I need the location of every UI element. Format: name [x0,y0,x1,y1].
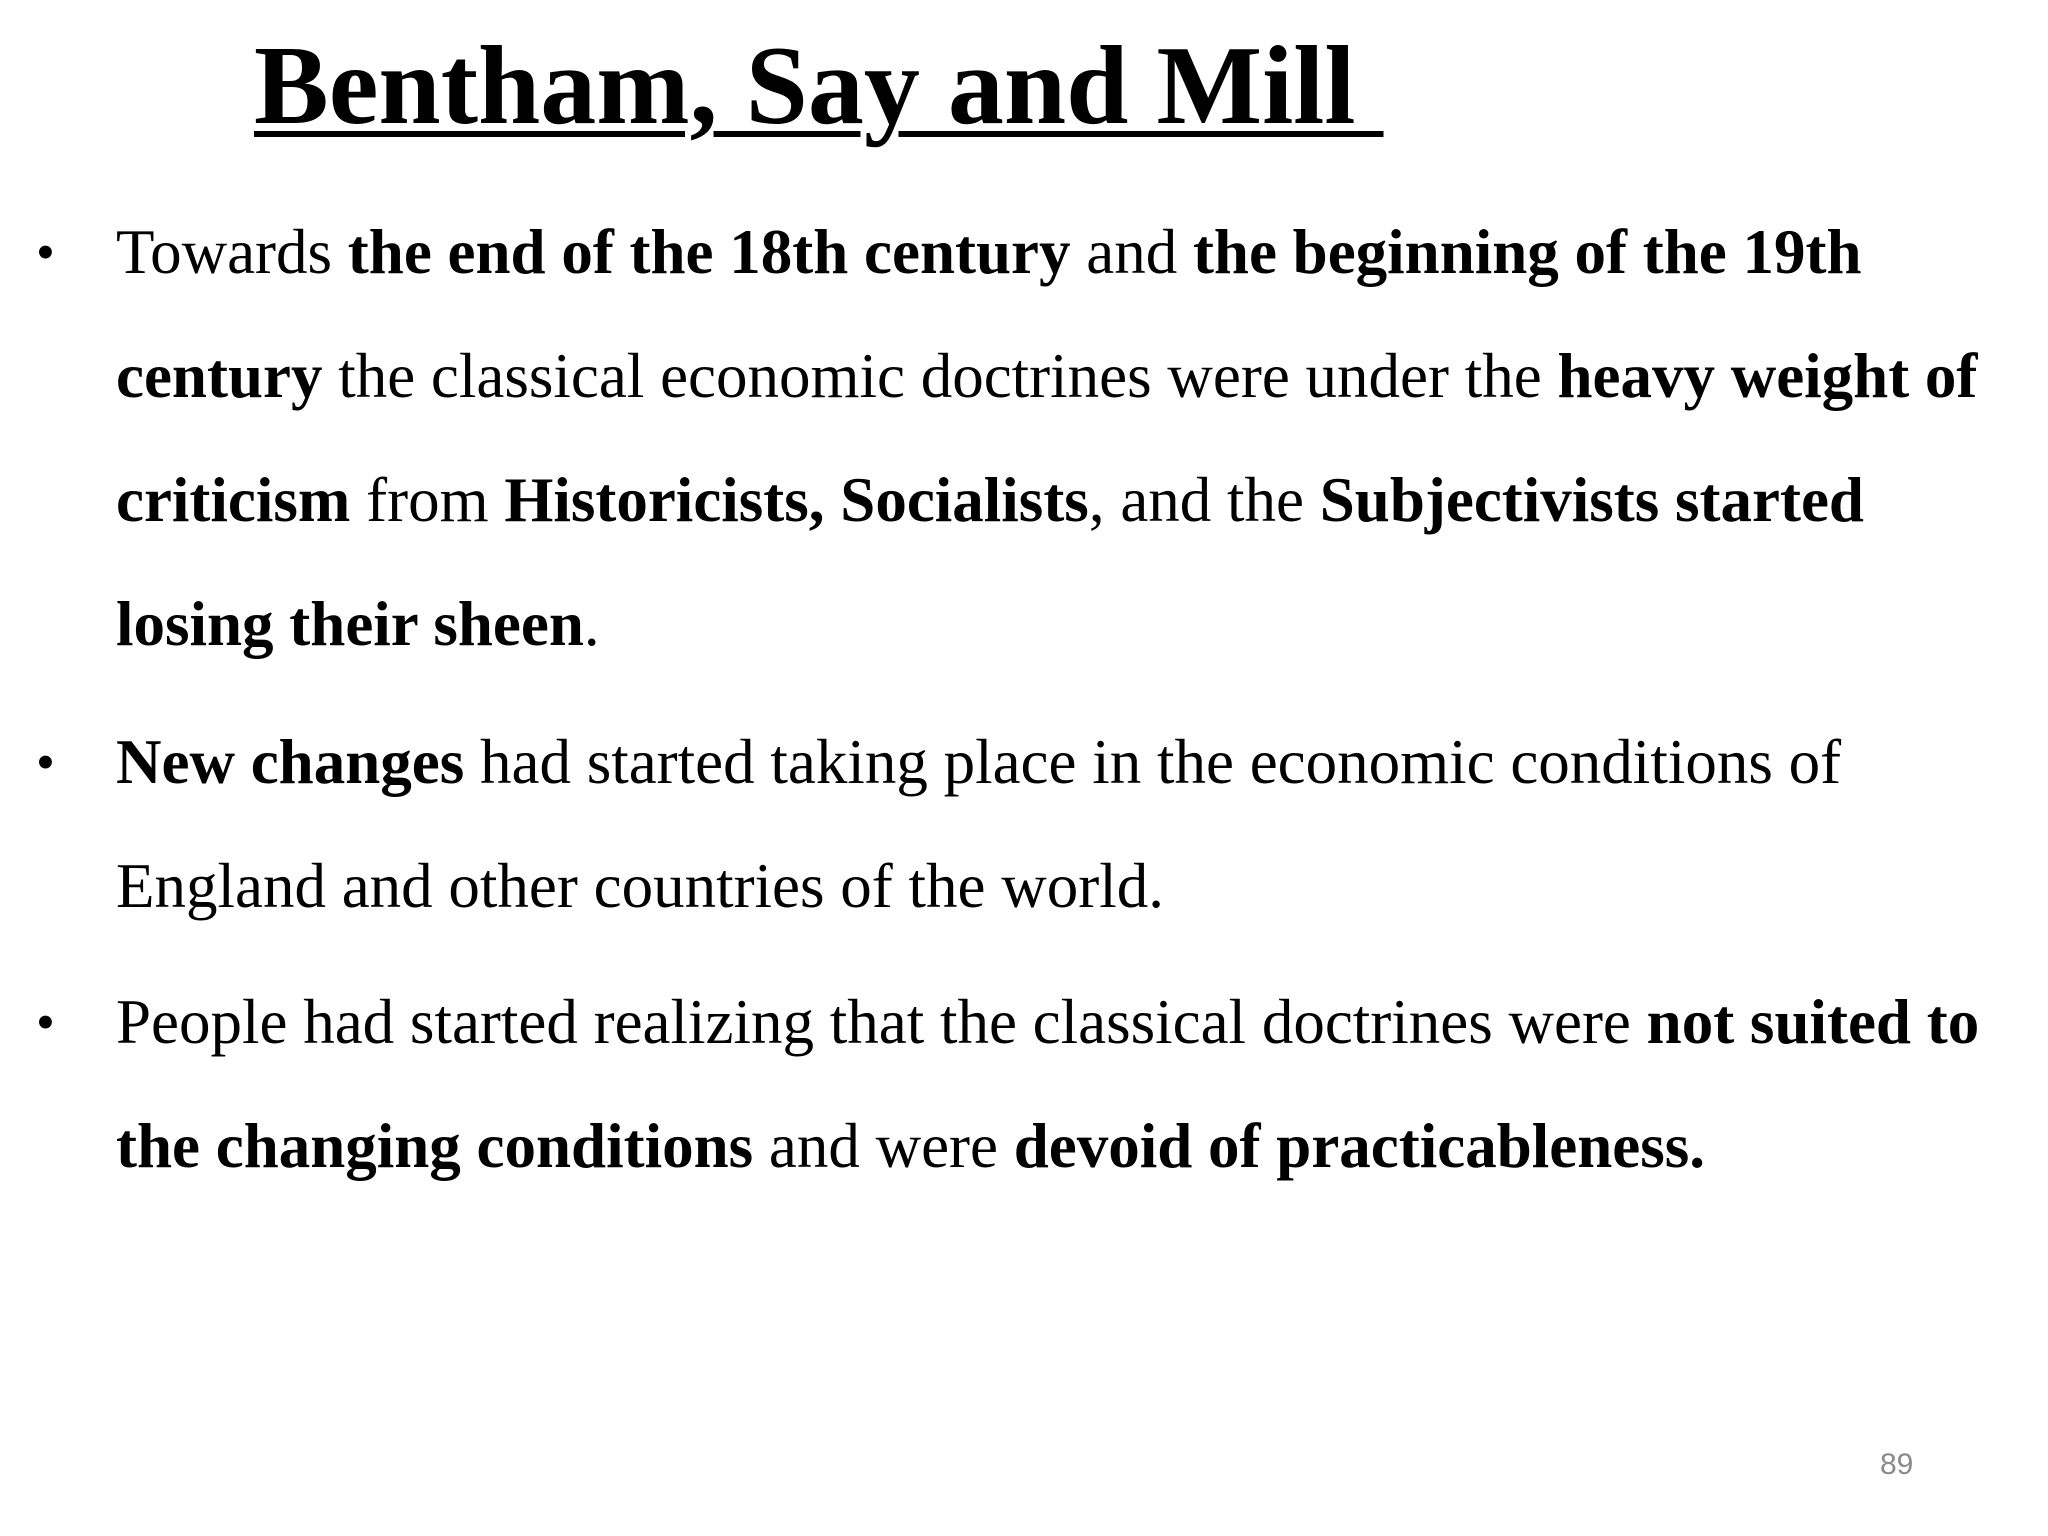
bullet-marker-icon: • [36,222,55,282]
bullet-text [116,987,1979,1181]
bullet-item [36,960,2036,1208]
bullet-item [36,190,2036,686]
text-run-bold: Historicists, Socialists [504,465,1089,535]
text-run: the classical economic doctrines were under the [322,341,1558,411]
text-run-bold: the beginning of the 19th century [116,217,1862,411]
bullet-item [36,700,2036,948]
text-run: and were [753,1111,1014,1181]
slide-title: Bentham, Say and Mill [254,24,1384,148]
text-run-bold: devoid of practicableness. [1013,1111,1705,1181]
text-run-bold: heavy weight of criticism [116,341,1978,535]
text-run: and [1070,217,1193,287]
bullet-text [116,217,1977,659]
bullet-marker-icon: • [36,732,55,792]
text-run-bold: not suited to the changing conditions [116,987,1980,1181]
text-run-bold: the end of the 18th century [347,217,1071,287]
text-run: Towards [116,217,348,287]
text-run: , and the [1088,465,1320,535]
text-run-bold: New changes [116,727,465,797]
text-run-bold: Subjectivists started losing their sheen [116,465,1864,659]
text-run: . [583,589,600,659]
bullet-text [116,727,1841,921]
page-number: 89 [1880,1448,1914,1481]
bullet-marker-icon: • [36,992,55,1052]
text-run: had started taking place in the economic conditions of England and other countries of the world. [116,727,1842,921]
text-run: from [350,465,505,535]
text-run: People had started realizing that the classical doctrines were [116,987,1647,1057]
